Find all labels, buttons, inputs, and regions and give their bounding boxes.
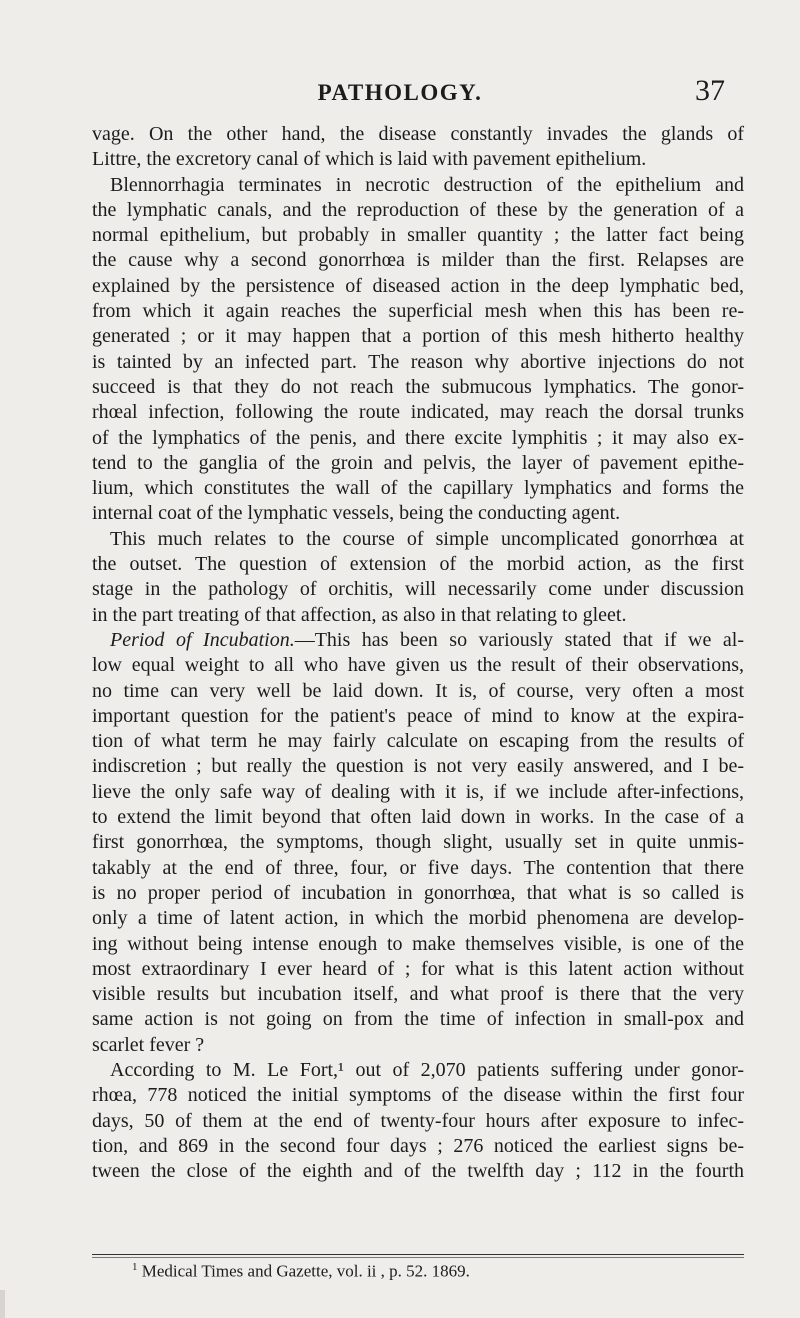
text-line: Blennorrhagia terminates in necrotic destruction of the epithelium and	[110, 173, 744, 196]
text-line: tion of what term he may fairly calculate on escaping from the results of	[92, 730, 744, 753]
text-line: no time can very well be laid down. It is, of course, very often a most	[92, 679, 744, 702]
body-text	[92, 122, 744, 1184]
text-line: tend to the ganglia of the groin and pelvis, the layer of pavement epithe-	[92, 451, 744, 474]
text-line: in the part treating of that affection, as also in that relating to gleet.	[92, 603, 627, 626]
text-line: succeed is that they do not reach the submucous lymphatics. The gonor-	[92, 375, 744, 398]
text-line: lium, which constitutes the wall of the capillary lymphatics and forms the	[92, 477, 744, 500]
footnote-rule	[92, 1254, 744, 1255]
text-line: vage. On the other hand, the disease constantly invades the glands of	[92, 123, 744, 145]
footnote	[132, 1261, 470, 1282]
text-line: first gonorrhœa, the symptoms, though slight, usually set in quite unmis-	[92, 831, 744, 854]
text-line: Littre, the excretory canal of which is laid with pavement epithelium.	[92, 148, 647, 171]
text-line: This much relates to the course of simple uncomplicated gonorrhœa at	[110, 527, 744, 550]
text-line: normal epithelium, but probably in smaller quantity ; the latter fact being	[92, 224, 744, 247]
text-line: the lymphatic canals, and the reproduction of these by the generation of a	[92, 198, 744, 221]
text-line: the outset. The question of extension of the morbid action, as the first	[92, 553, 744, 576]
text-line: days, 50 of them at the end of twenty-four hours after exposure to infec-	[92, 1109, 744, 1132]
text-line: internal coat of the lymphatic vessels, being the conducting agent.	[92, 502, 621, 525]
text-line: from which it again reaches the superficial mesh when this has been re-	[92, 300, 744, 323]
text-line: same action is not going on from the time of infection in small-pox and	[92, 1008, 744, 1031]
section-heading: Period of Incubation.	[110, 628, 295, 651]
text-line: generated ; or it may happen that a portion of this mesh hitherto healthy	[92, 325, 744, 348]
text-line: visible results but incubation itself, and what proof is there that the very	[92, 983, 744, 1006]
text-line: takably at the end of three, four, or five days. The contention that there	[92, 856, 744, 879]
text-line: indiscretion ; but really the question is not very easily answered, and I be-	[92, 755, 744, 778]
text-line: of the lymphatics of the penis, and there excite lymphitis ; it may also ex-	[92, 426, 744, 449]
text-line: scarlet fever ?	[92, 1033, 205, 1056]
footnote-marker: 1	[132, 1261, 138, 1273]
running-head: PATHOLOGY.	[317, 80, 483, 105]
page-edge-shadow	[0, 1290, 5, 1318]
text-line: explained by the persistence of diseased action in the deep lymphatic bed,	[92, 274, 744, 297]
text-line: stage in the pathology of orchitis, will necessarily come under discussion	[92, 578, 744, 601]
text-line: the cause why a second gonorrhœa is milder than the first. Relapses are	[92, 249, 744, 272]
page-number: 37	[695, 74, 725, 107]
text-line: is no proper period of incubation in gonorrhœa, that what is so called is	[92, 881, 744, 904]
text-line: rhœa, 778 noticed the initial symptoms of the disease within the first four	[92, 1084, 744, 1107]
text-line: low equal weight to all who have given us the result of their observations,	[92, 654, 744, 677]
text-line: to extend the limit beyond that often laid down in works. In the case of a	[92, 806, 744, 829]
text-line: tween the close of the eighth and of the twelfth day ; 112 in the fourth	[92, 1160, 744, 1183]
line-text: —This has been so variously stated that if we al-	[294, 628, 744, 651]
text-line: rhœal infection, following the route indicated, may reach the dorsal trunks	[92, 401, 744, 424]
text-line: tion, and 869 in the second four days ; 276 noticed the earliest signs be-	[92, 1134, 744, 1157]
text-line: important question for the patient's peace of mind to know at the expira-	[92, 704, 744, 727]
text-line: is tainted by an infected part. The reason why abortive injections do not	[92, 350, 744, 373]
footnote-text: Medical Times and Gazette, vol. ii , p. 52. 1869.	[137, 1261, 470, 1281]
footnote-rule-secondary	[92, 1257, 744, 1258]
text-line: lieve the only safe way of dealing with it is, if we include after-infections,	[92, 780, 744, 803]
text-line: According to M. Le Fort,¹ out of 2,070 patients suffering under gonor-	[110, 1058, 744, 1081]
text-line: ing without being intense enough to make themselves visible, is one of the	[92, 932, 744, 955]
text-line: only a time of latent action, in which the morbid phenomena are develop-	[92, 907, 744, 930]
text-line: most extraordinary I ever heard of ; for what is this latent action without	[92, 957, 744, 980]
text-line	[92, 628, 744, 653]
page-header	[0, 74, 800, 110]
